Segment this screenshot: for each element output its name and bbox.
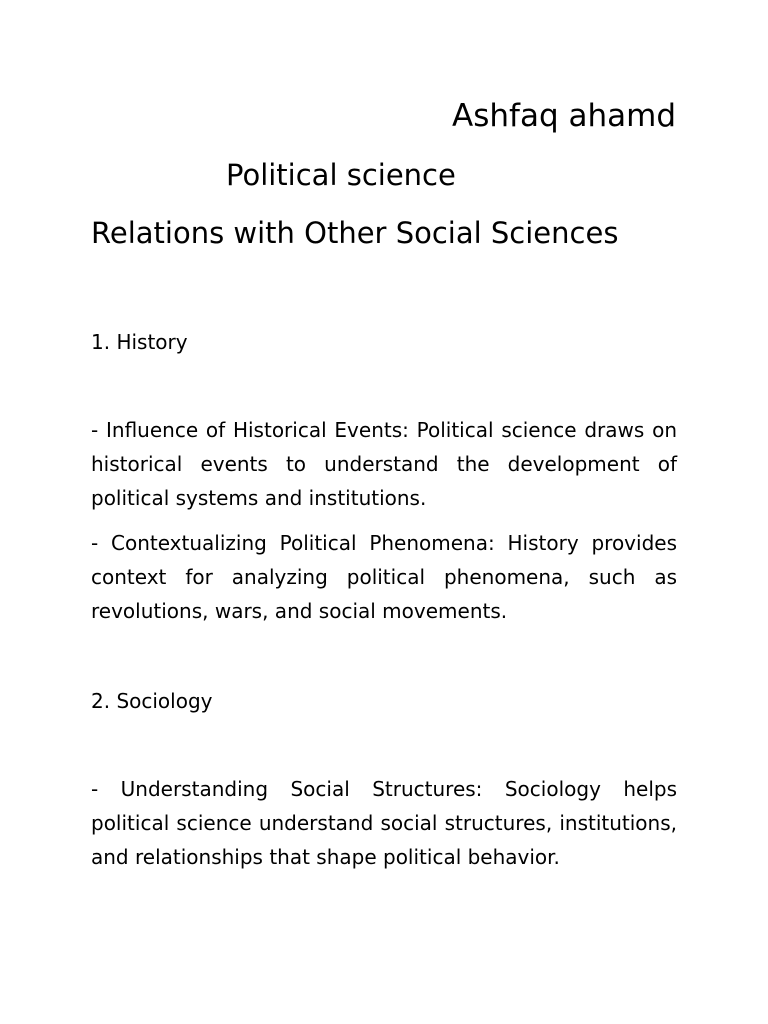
- section-heading-history: 1. History: [91, 330, 188, 354]
- section-heading-sociology: 2. Sociology: [91, 689, 213, 713]
- subject-heading: Political science: [226, 158, 456, 192]
- paragraph-historical-events: - Influence of Historical Events: Political science draws on historical events to understand the development of political systems and institutions.: [91, 418, 677, 510]
- author-name: Ashfaq ahamd: [452, 98, 676, 134]
- paragraph-social-structures: - Understanding Social Structures: Sociology helps political science understand social structures, institutions, and relationships that shape political behavior.: [91, 777, 677, 869]
- document-title: Relations with Other Social Sciences: [91, 216, 619, 250]
- paragraph-political-phenomena: - Contextualizing Political Phenomena: History provides context for analyzing political phenomena, such as revolutions, wars, and social movements.: [91, 531, 677, 623]
